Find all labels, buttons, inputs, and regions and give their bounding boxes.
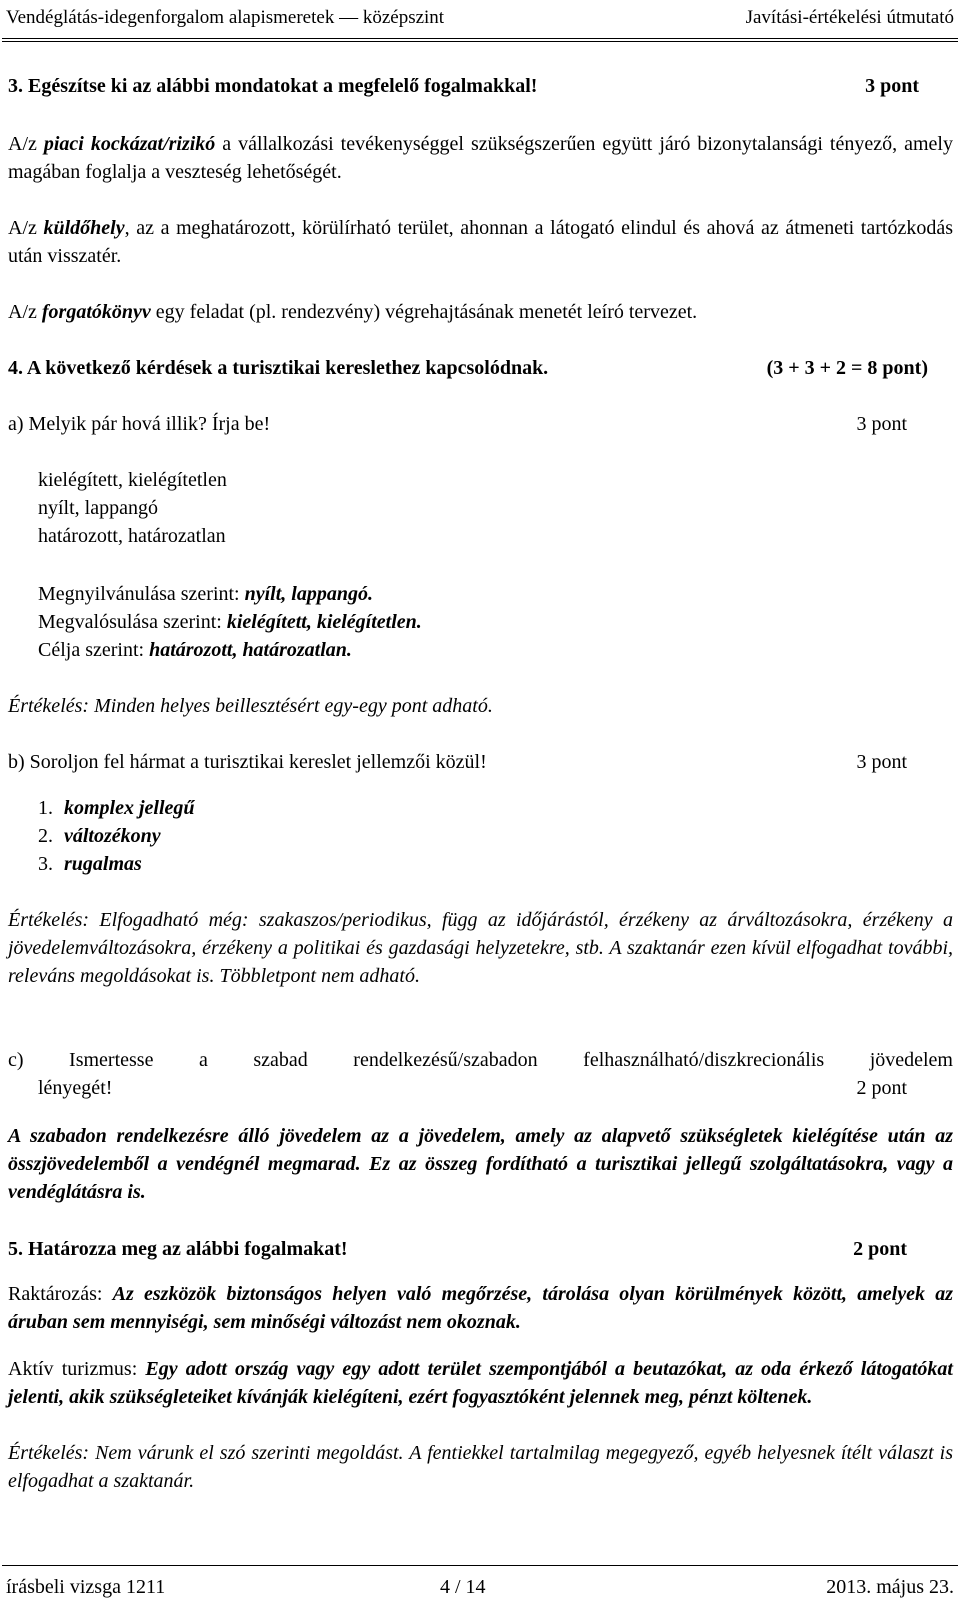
answer-term: forgatókönyv xyxy=(41,301,151,323)
q5-definition-1: Raktározás: Az eszközök biztonságos helyen való megőrzése, tárolása olyan körülmények között, amelyek az áruban sem mennyiségi, sem minőségi változást nem okoznak. xyxy=(8,1283,953,1333)
answer-line: Megvalósulása szerint: kielégített, kielégítetlen. xyxy=(38,611,422,633)
q5-definition-2: Aktív turizmus: Egy adott ország vagy egy adott terület szempontjából a beutazókat, az oda érkező látogatókat jelenti, akik szükségleteiket kívánják kielégíteni, ezért fogyasztóként jelennek meg, pénzt költenek. xyxy=(8,1358,953,1408)
q4c-points: 2 pont xyxy=(856,1077,907,1099)
q4b-list xyxy=(38,794,953,878)
q3-sentence-3: A/z forgatókönyv egy feladat (pl. rendezvény) végrehajtásának menetét leíró tervezet. xyxy=(8,301,698,323)
header-right: Javítási-értékelési útmutató xyxy=(745,7,954,28)
answer-term: piaci kockázat/rizikó xyxy=(43,133,216,155)
q4a-pairs xyxy=(38,466,953,550)
q4a-points: 3 pont xyxy=(856,413,907,435)
header-rule xyxy=(2,38,958,39)
list-item: 1. komplex jellegű xyxy=(38,797,195,819)
q3-sentence-2: A/z küldőhely, az a meghatározott, körülírható terület, ahonnan a látogató elindul és ahová az átmeneti tartózkodás után visszatér. xyxy=(8,217,953,267)
q3-points: 3 pont xyxy=(865,75,919,97)
answer-line: Megnyilvánulása szerint: nyílt, lappangó. xyxy=(38,583,373,605)
pair-item: kielégített, kielégítetlen xyxy=(38,469,227,491)
list-item: 2. változékony xyxy=(38,825,161,847)
header-left: Vendéglátás-idegenforgalom alapismeretek — középszint xyxy=(6,7,445,28)
page-header xyxy=(0,0,960,44)
q4a-question: a) Melyik pár hová illik? Írja be! xyxy=(8,413,271,435)
q4a-answers xyxy=(38,580,953,664)
q4c-heading xyxy=(8,1046,953,1102)
list-item: 3. rugalmas xyxy=(38,853,142,875)
q4b-points: 3 pont xyxy=(856,751,907,773)
footer-rule xyxy=(2,1565,958,1566)
q4-points: (3 + 3 + 2 = 8 pont) xyxy=(766,357,928,379)
q4c-question-line-1: c) Ismertesse a szabad rendelkezésű/szabadon felhasználható/diszkrecionális jövedelem xyxy=(8,1049,953,1071)
header-rule xyxy=(2,41,958,42)
answer-term: küldőhely xyxy=(43,217,125,239)
q4b-heading xyxy=(8,748,953,776)
q4b-evaluation: Értékelés: Elfogadható még: szakaszos/periodikus, függ az időjárástól, érzékeny az árváltozásokra, érzékeny a jövedelemváltozásokra, érzékeny a politikai és gazdasági helyzetekre, stb. A szaktanár ezen kívül elfogadhat további, releváns megoldásokat is. Többletpont nem adható. xyxy=(8,909,953,987)
q4a-heading xyxy=(8,410,953,438)
answer-line: Célja szerint: határozott, határozatlan. xyxy=(38,639,352,661)
q5-title: 5. Határozza meg az alábbi fogalmakat! xyxy=(8,1238,348,1260)
q4-heading xyxy=(8,354,953,382)
pair-item: határozott, határozatlan xyxy=(38,525,226,547)
q5-heading xyxy=(8,1235,953,1263)
q4a-evaluation: Értékelés: Minden helyes beillesztésért egy-egy pont adható. xyxy=(8,695,493,717)
footer-date: 2013. május 23. xyxy=(826,1576,954,1598)
q5-evaluation: Értékelés: Nem várunk el szó szerinti megoldást. A fentiekkel tartalmilag megegyező, egyéb helyesnek ítélt választ is elfogadhat a szaktanár. xyxy=(8,1442,953,1492)
q3-title: 3. Egészítse ki az alábbi mondatokat a megfelelő fogalmakkal! xyxy=(8,75,538,97)
q4b-question: b) Soroljon fel hármat a turisztikai kereslet jellemzői közül! xyxy=(8,751,487,773)
q4c-question-line-2: lényegét! 2 pont xyxy=(8,1074,953,1102)
q4-title: 4. A következő kérdések a turisztikai kereslethez kapcsolódnak. xyxy=(8,357,549,379)
pair-item: nyílt, lappangó xyxy=(38,497,158,519)
q3-heading xyxy=(8,72,953,100)
q3-sentence-1: A/z piaci kockázat/rizikó a vállalkozási tevékenységgel szükségszerűen együtt járó bizonytalansági tényező, amely magában foglalja a veszteség lehetőségét. xyxy=(8,133,953,183)
page-number: 4 / 14 xyxy=(440,1576,486,1598)
q4c-answer: A szabadon rendelkezésre álló jövedelem az a jövedelem, amely az alapvető szükségletek kielégítése után az összjövedelemből a vendégnél megmarad. Ez az összeg fordítható a turisztikai jellegű szolgáltatásokra, vagy a vendéglátásra is. xyxy=(8,1125,953,1203)
footer-left: írásbeli vizsga 1211 xyxy=(6,1576,166,1598)
q5-points: 2 pont xyxy=(853,1238,907,1260)
